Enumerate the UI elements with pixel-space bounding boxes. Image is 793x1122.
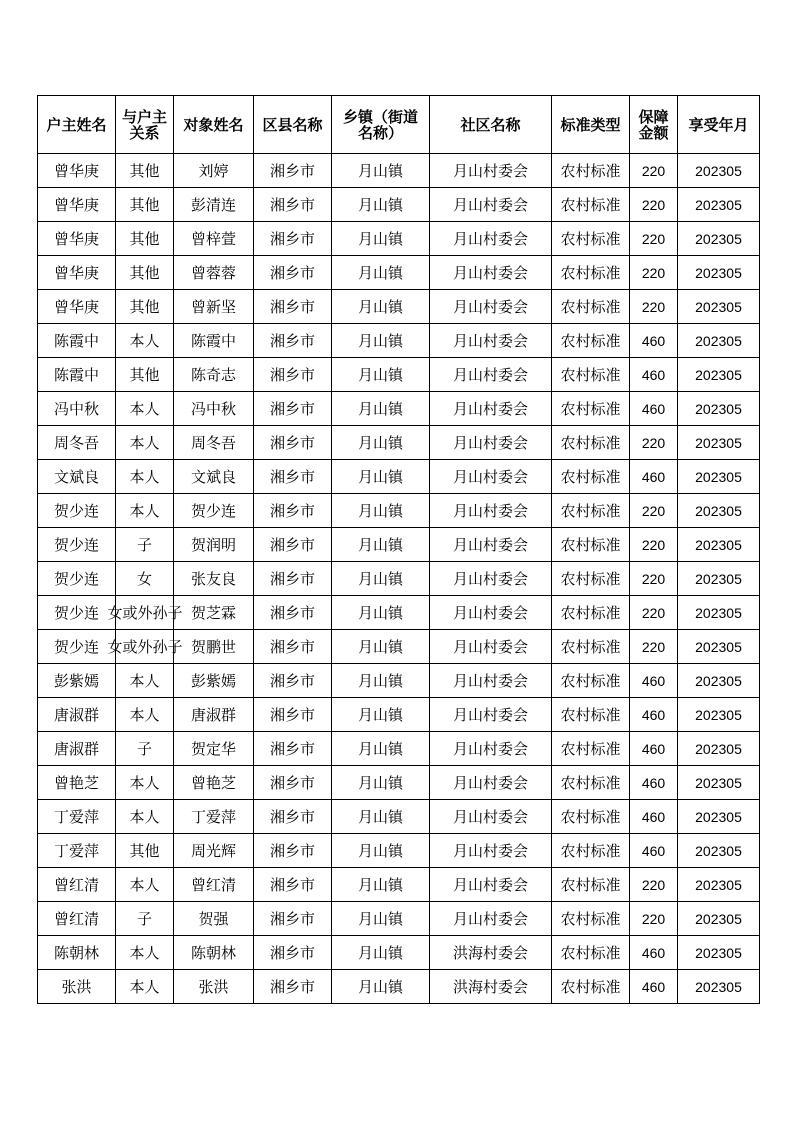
town-cell: 月山镇 — [332, 290, 430, 324]
header-label: 名称） — [357, 123, 403, 142]
amount-cell: 220 — [630, 188, 678, 222]
county-cell: 湘乡市 — [254, 460, 332, 494]
recipient-name-cell: 刘婷 — [174, 154, 254, 188]
recipient-name-cell: 贺芝霖 — [174, 596, 254, 630]
period-cell: 202305 — [678, 460, 760, 494]
recipient-name-cell: 贺润明 — [174, 528, 254, 562]
town-cell: 月山镇 — [332, 460, 430, 494]
standard-type-cell: 农村标准 — [552, 630, 630, 664]
amount-cell: 460 — [630, 460, 678, 494]
recipient-name-cell: 贺少连 — [174, 494, 254, 528]
householder-name-cell: 唐淑群 — [38, 732, 116, 766]
header-label: 享受年月 — [688, 115, 749, 134]
town-cell: 月山镇 — [332, 732, 430, 766]
county-cell: 湘乡市 — [254, 834, 332, 868]
town-cell: 月山镇 — [332, 698, 430, 732]
header-label: 乡镇（街道 — [342, 107, 418, 126]
standard-type-cell: 农村标准 — [552, 426, 630, 460]
town-cell: 月山镇 — [332, 324, 430, 358]
recipient-name-cell: 曾梓萱 — [174, 222, 254, 256]
table-row — [38, 698, 760, 732]
county-cell: 湘乡市 — [254, 664, 332, 698]
town-cell: 月山镇 — [332, 834, 430, 868]
period-cell: 202305 — [678, 528, 760, 562]
relation-cell: 女 — [116, 562, 174, 596]
recipient-name-cell: 丁爱萍 — [174, 800, 254, 834]
relation-cell: 本人 — [116, 936, 174, 970]
householder-name-cell: 贺少连 — [38, 596, 116, 630]
town-cell: 月山镇 — [332, 902, 430, 936]
period-cell: 202305 — [678, 324, 760, 358]
head-community-col — [430, 96, 552, 154]
householder-name-cell: 文斌良 — [38, 460, 116, 494]
recipient-name-cell: 贺鹏世 — [174, 630, 254, 664]
community-cell: 月山村委会 — [430, 494, 552, 528]
relation-cell: 子 — [116, 528, 174, 562]
town-cell: 月山镇 — [332, 188, 430, 222]
table-row — [38, 188, 760, 222]
standard-type-cell: 农村标准 — [552, 936, 630, 970]
county-cell: 湘乡市 — [254, 562, 332, 596]
standard-type-cell: 农村标准 — [552, 800, 630, 834]
town-cell: 月山镇 — [332, 256, 430, 290]
period-cell: 202305 — [678, 800, 760, 834]
recipient-name-cell: 张洪 — [174, 970, 254, 1004]
householder-name-cell: 曾红清 — [38, 868, 116, 902]
table-row — [38, 902, 760, 936]
county-cell: 湘乡市 — [254, 222, 332, 256]
town-cell: 月山镇 — [332, 426, 430, 460]
county-cell: 湘乡市 — [254, 766, 332, 800]
town-cell: 月山镇 — [332, 970, 430, 1004]
head-householder-col — [38, 96, 116, 154]
standard-type-cell: 农村标准 — [552, 392, 630, 426]
period-cell: 202305 — [678, 698, 760, 732]
relation-cell: 本人 — [116, 460, 174, 494]
recipient-name-cell: 陈霞中 — [174, 324, 254, 358]
community-cell: 月山村委会 — [430, 358, 552, 392]
head-amount-col — [630, 96, 678, 154]
standard-type-cell: 农村标准 — [552, 970, 630, 1004]
householder-name-cell: 贺少连 — [38, 528, 116, 562]
relation-cell: 本人 — [116, 392, 174, 426]
recipient-name-cell: 文斌良 — [174, 460, 254, 494]
county-cell: 湘乡市 — [254, 324, 332, 358]
town-cell: 月山镇 — [332, 868, 430, 902]
householder-name-cell: 曾红清 — [38, 902, 116, 936]
amount-cell: 460 — [630, 664, 678, 698]
county-cell: 湘乡市 — [254, 902, 332, 936]
period-cell: 202305 — [678, 970, 760, 1004]
householder-name-cell: 陈霞中 — [38, 358, 116, 392]
county-cell: 湘乡市 — [254, 188, 332, 222]
householder-name-cell: 曾艳芝 — [38, 766, 116, 800]
header-label: 金额 — [638, 123, 669, 142]
head-standard-col — [552, 96, 630, 154]
householder-name-cell: 曾华庚 — [38, 222, 116, 256]
period-cell: 202305 — [678, 664, 760, 698]
county-cell: 湘乡市 — [254, 392, 332, 426]
county-cell: 湘乡市 — [254, 630, 332, 664]
period-cell: 202305 — [678, 766, 760, 800]
relation-cell: 本人 — [116, 494, 174, 528]
standard-type-cell: 农村标准 — [552, 664, 630, 698]
town-cell: 月山镇 — [332, 562, 430, 596]
table-header — [38, 96, 760, 154]
recipient-name-cell: 陈朝林 — [174, 936, 254, 970]
householder-name-cell: 陈霞中 — [38, 324, 116, 358]
table-row — [38, 630, 760, 664]
amount-cell: 460 — [630, 970, 678, 1004]
town-cell: 月山镇 — [332, 936, 430, 970]
period-cell: 202305 — [678, 256, 760, 290]
householder-name-cell: 彭紫嫣 — [38, 664, 116, 698]
table-row — [38, 528, 760, 562]
standard-type-cell: 农村标准 — [552, 732, 630, 766]
community-cell: 月山村委会 — [430, 732, 552, 766]
period-cell: 202305 — [678, 358, 760, 392]
recipient-name-cell: 曾新坚 — [174, 290, 254, 324]
relation-text: 女或外孙子 — [107, 638, 183, 656]
standard-type-cell: 农村标准 — [552, 596, 630, 630]
county-cell: 湘乡市 — [254, 596, 332, 630]
community-cell: 月山村委会 — [430, 256, 552, 290]
householder-name-cell: 贺少连 — [38, 494, 116, 528]
community-cell: 月山村委会 — [430, 630, 552, 664]
header-row — [38, 96, 760, 154]
standard-type-cell: 农村标准 — [552, 290, 630, 324]
householder-name-cell: 陈朝林 — [38, 936, 116, 970]
period-cell: 202305 — [678, 902, 760, 936]
recipient-name-cell: 张友良 — [174, 562, 254, 596]
recipient-name-cell: 冯中秋 — [174, 392, 254, 426]
county-cell: 湘乡市 — [254, 936, 332, 970]
header-label: 区县名称 — [262, 115, 323, 134]
householder-name-cell: 贺少连 — [38, 630, 116, 664]
community-cell: 月山村委会 — [430, 222, 552, 256]
amount-cell: 220 — [630, 902, 678, 936]
community-cell: 月山村委会 — [430, 426, 552, 460]
standard-type-cell: 农村标准 — [552, 902, 630, 936]
header-label: 与户主 — [121, 107, 167, 126]
table-row — [38, 766, 760, 800]
standard-type-cell: 农村标准 — [552, 766, 630, 800]
amount-cell: 220 — [630, 256, 678, 290]
table-body — [38, 154, 760, 1004]
town-cell: 月山镇 — [332, 528, 430, 562]
table-row — [38, 290, 760, 324]
table-row — [38, 358, 760, 392]
amount-cell: 220 — [630, 562, 678, 596]
householder-name-cell: 曾华庚 — [38, 290, 116, 324]
period-cell: 202305 — [678, 936, 760, 970]
period-cell: 202305 — [678, 494, 760, 528]
table-row — [38, 154, 760, 188]
householder-name-cell: 丁爱萍 — [38, 834, 116, 868]
community-cell: 月山村委会 — [430, 766, 552, 800]
relation-cell: 子 — [116, 732, 174, 766]
amount-cell: 220 — [630, 630, 678, 664]
head-relation-col — [116, 96, 174, 154]
recipient-name-cell: 陈奇志 — [174, 358, 254, 392]
town-cell: 月山镇 — [332, 494, 430, 528]
header-label: 户主姓名 — [46, 115, 107, 134]
header-label: 对象姓名 — [183, 115, 244, 134]
table-row — [38, 800, 760, 834]
householder-name-cell: 曾华庚 — [38, 154, 116, 188]
recipient-name-cell: 贺定华 — [174, 732, 254, 766]
community-cell: 月山村委会 — [430, 562, 552, 596]
community-cell: 月山村委会 — [430, 290, 552, 324]
town-cell: 月山镇 — [332, 358, 430, 392]
standard-type-cell: 农村标准 — [552, 324, 630, 358]
period-cell: 202305 — [678, 834, 760, 868]
county-cell: 湘乡市 — [254, 494, 332, 528]
county-cell: 湘乡市 — [254, 868, 332, 902]
period-cell: 202305 — [678, 392, 760, 426]
period-cell: 202305 — [678, 222, 760, 256]
standard-type-cell: 农村标准 — [552, 868, 630, 902]
relation-cell: 其他 — [116, 188, 174, 222]
householder-name-cell: 曾华庚 — [38, 188, 116, 222]
recipient-name-cell: 彭紫嫣 — [174, 664, 254, 698]
standard-type-cell: 农村标准 — [552, 494, 630, 528]
head-recipient-col — [174, 96, 254, 154]
amount-cell: 220 — [630, 154, 678, 188]
county-cell: 湘乡市 — [254, 698, 332, 732]
table-row — [38, 970, 760, 1004]
amount-cell: 220 — [630, 222, 678, 256]
recipient-name-cell: 曾蓉蓉 — [174, 256, 254, 290]
town-cell: 月山镇 — [332, 630, 430, 664]
table-row — [38, 936, 760, 970]
amount-cell: 220 — [630, 290, 678, 324]
county-cell: 湘乡市 — [254, 426, 332, 460]
county-cell: 湘乡市 — [254, 970, 332, 1004]
amount-cell: 460 — [630, 936, 678, 970]
table-row — [38, 834, 760, 868]
relation-cell: 本人 — [116, 426, 174, 460]
recipient-name-cell: 周冬吾 — [174, 426, 254, 460]
town-cell: 月山镇 — [332, 392, 430, 426]
amount-cell: 460 — [630, 392, 678, 426]
community-cell: 月山村委会 — [430, 154, 552, 188]
relation-text: 女或外孙子 — [107, 604, 183, 622]
town-cell: 月山镇 — [332, 154, 430, 188]
householder-name-cell: 张洪 — [38, 970, 116, 1004]
amount-cell: 220 — [630, 426, 678, 460]
head-county-col — [254, 96, 332, 154]
relation-cell: 本人 — [116, 868, 174, 902]
period-cell: 202305 — [678, 868, 760, 902]
relation-cell: 本人 — [116, 800, 174, 834]
relation-cell: 其他 — [116, 358, 174, 392]
amount-cell: 460 — [630, 800, 678, 834]
community-cell: 月山村委会 — [430, 800, 552, 834]
householder-name-cell: 贺少连 — [38, 562, 116, 596]
town-cell: 月山镇 — [332, 664, 430, 698]
relation-cell: 其他 — [116, 290, 174, 324]
county-cell: 湘乡市 — [254, 256, 332, 290]
period-cell: 202305 — [678, 290, 760, 324]
community-cell: 月山村委会 — [430, 392, 552, 426]
relation-cell: 其他 — [116, 834, 174, 868]
householder-name-cell: 冯中秋 — [38, 392, 116, 426]
community-cell: 洪海村委会 — [430, 936, 552, 970]
community-cell: 洪海村委会 — [430, 970, 552, 1004]
county-cell: 湘乡市 — [254, 290, 332, 324]
period-cell: 202305 — [678, 562, 760, 596]
householder-name-cell: 丁爱萍 — [38, 800, 116, 834]
relation-cell — [107, 630, 183, 664]
amount-cell: 220 — [630, 528, 678, 562]
relation-cell: 子 — [116, 902, 174, 936]
amount-cell: 220 — [630, 596, 678, 630]
amount-cell: 460 — [630, 732, 678, 766]
standard-type-cell: 农村标准 — [552, 834, 630, 868]
amount-cell: 220 — [630, 868, 678, 902]
county-cell: 湘乡市 — [254, 358, 332, 392]
period-cell: 202305 — [678, 732, 760, 766]
community-cell: 月山村委会 — [430, 902, 552, 936]
town-cell: 月山镇 — [332, 596, 430, 630]
standard-type-cell: 农村标准 — [552, 460, 630, 494]
table-row — [38, 868, 760, 902]
standard-type-cell: 农村标准 — [552, 528, 630, 562]
community-cell: 月山村委会 — [430, 664, 552, 698]
amount-cell: 460 — [630, 358, 678, 392]
householder-name-cell: 曾华庚 — [38, 256, 116, 290]
table-row — [38, 256, 760, 290]
period-cell: 202305 — [678, 188, 760, 222]
relation-cell: 本人 — [116, 698, 174, 732]
amount-cell: 220 — [630, 494, 678, 528]
standard-type-cell: 农村标准 — [552, 256, 630, 290]
standard-type-cell: 农村标准 — [552, 358, 630, 392]
recipient-name-cell: 曾艳芝 — [174, 766, 254, 800]
header-label: 保障 — [638, 107, 669, 126]
period-cell: 202305 — [678, 630, 760, 664]
town-cell: 月山镇 — [332, 800, 430, 834]
county-cell: 湘乡市 — [254, 154, 332, 188]
table-row — [38, 732, 760, 766]
recipient-name-cell: 贺强 — [174, 902, 254, 936]
relation-cell: 本人 — [116, 766, 174, 800]
community-cell: 月山村委会 — [430, 868, 552, 902]
community-cell: 月山村委会 — [430, 596, 552, 630]
standard-type-cell: 农村标准 — [552, 188, 630, 222]
assistance-roster-table — [37, 95, 760, 1004]
table-row — [38, 392, 760, 426]
amount-cell: 460 — [630, 834, 678, 868]
householder-name-cell: 唐淑群 — [38, 698, 116, 732]
header-label: 关系 — [129, 123, 160, 142]
relation-cell: 其他 — [116, 154, 174, 188]
table-row — [38, 494, 760, 528]
householder-name-cell: 周冬吾 — [38, 426, 116, 460]
amount-cell: 460 — [630, 698, 678, 732]
period-cell: 202305 — [678, 426, 760, 460]
amount-cell: 460 — [630, 324, 678, 358]
relation-cell: 其他 — [116, 256, 174, 290]
recipient-name-cell: 曾红清 — [174, 868, 254, 902]
period-cell: 202305 — [678, 154, 760, 188]
head-period-col — [678, 96, 760, 154]
table-row — [38, 562, 760, 596]
recipient-name-cell: 周光辉 — [174, 834, 254, 868]
header-label: 社区名称 — [460, 115, 521, 134]
period-cell: 202305 — [678, 596, 760, 630]
relation-cell — [107, 596, 183, 630]
county-cell: 湘乡市 — [254, 800, 332, 834]
recipient-name-cell: 彭清连 — [174, 188, 254, 222]
community-cell: 月山村委会 — [430, 324, 552, 358]
community-cell: 月山村委会 — [430, 460, 552, 494]
standard-type-cell: 农村标准 — [552, 562, 630, 596]
community-cell: 月山村委会 — [430, 698, 552, 732]
relation-cell: 本人 — [116, 664, 174, 698]
community-cell: 月山村委会 — [430, 834, 552, 868]
table-row — [38, 664, 760, 698]
recipient-name-cell: 唐淑群 — [174, 698, 254, 732]
community-cell: 月山村委会 — [430, 188, 552, 222]
community-cell: 月山村委会 — [430, 528, 552, 562]
table-row — [38, 222, 760, 256]
relation-cell: 本人 — [116, 970, 174, 1004]
standard-type-cell: 农村标准 — [552, 154, 630, 188]
table-row — [38, 596, 760, 630]
table-row — [38, 460, 760, 494]
relation-cell: 其他 — [116, 222, 174, 256]
standard-type-cell: 农村标准 — [552, 222, 630, 256]
county-cell: 湘乡市 — [254, 732, 332, 766]
header-label: 标准类型 — [560, 115, 621, 134]
relation-cell: 本人 — [116, 324, 174, 358]
table-row — [38, 426, 760, 460]
county-cell: 湘乡市 — [254, 528, 332, 562]
head-town-col — [332, 96, 430, 154]
amount-cell: 460 — [630, 766, 678, 800]
table-row — [38, 324, 760, 358]
standard-type-cell: 农村标准 — [552, 698, 630, 732]
town-cell: 月山镇 — [332, 766, 430, 800]
town-cell: 月山镇 — [332, 222, 430, 256]
